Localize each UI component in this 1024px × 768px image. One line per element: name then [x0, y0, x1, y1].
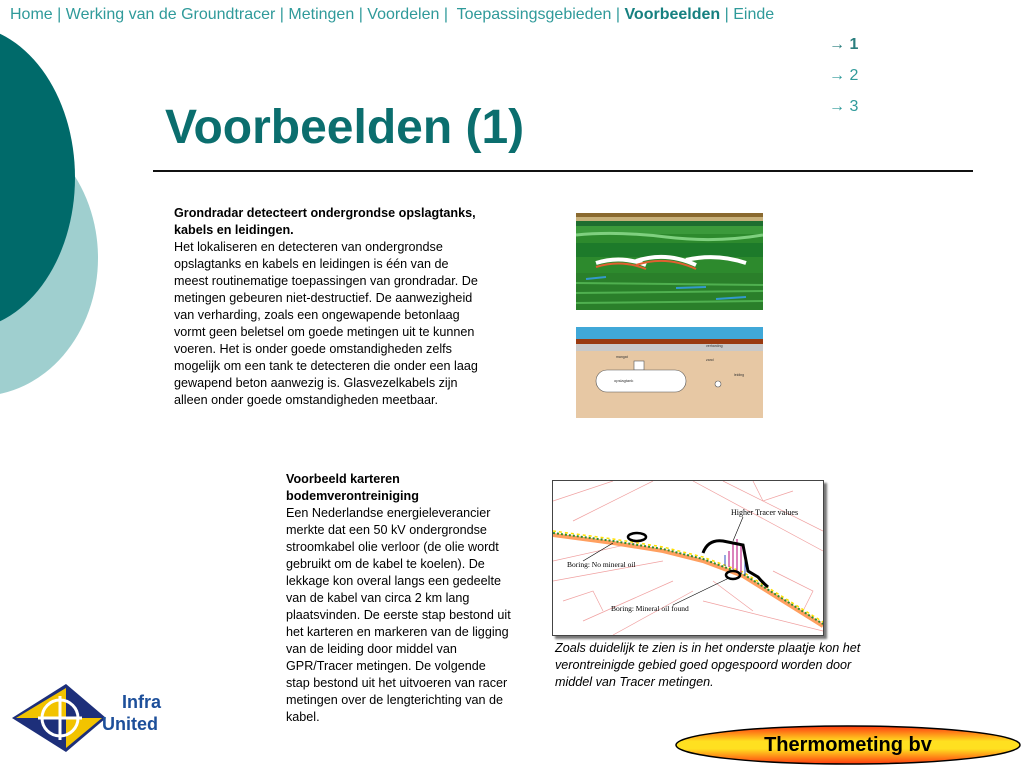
label-verharding: verharding: [706, 344, 723, 348]
thermometing-badge[interactable]: Thermometing bv: [764, 734, 932, 756]
nav-metingen-link[interactable]: Metingen: [288, 6, 355, 23]
logo-line1: Infra: [122, 692, 162, 712]
sub-navigation: [829, 36, 858, 129]
label-no-mineral-oil: Boring: No mineral oil: [567, 560, 636, 569]
logo-line2: United: [102, 714, 158, 734]
nav-einde-link[interactable]: Einde: [733, 6, 775, 23]
subnav-label: 2: [849, 67, 859, 84]
tank-diagram-image: [576, 327, 763, 418]
label-leiding: leiding: [734, 373, 745, 377]
nav-home-link[interactable]: Home: [10, 6, 53, 23]
subnav-label: 1: [849, 36, 859, 53]
section-bodemverontreiniging: [286, 471, 512, 726]
radar-scan-image: [576, 213, 763, 310]
nav-separator: |: [279, 6, 284, 23]
subnav-item-3[interactable]: [829, 98, 858, 129]
section-grondradar: [174, 205, 486, 409]
top-navigation: [10, 6, 774, 24]
label-opslagtank: opslagtank: [614, 378, 634, 383]
arrow-right-icon: →: [829, 67, 845, 84]
nav-separator: |: [443, 6, 448, 23]
arrow-right-icon: →: [829, 36, 845, 53]
nav-werking-link[interactable]: Werking van de Groundtracer: [65, 6, 276, 23]
infra-united-logo: [10, 680, 180, 756]
nav-toepassingsgebieden-link[interactable]: Toepassingsgebieden: [456, 6, 612, 23]
section-heading: Voorbeeld karteren bodemverontreiniging: [286, 472, 419, 503]
subnav-item-1[interactable]: [829, 36, 858, 67]
page-title: Voorbeelden (1): [165, 101, 525, 154]
label-mineral-oil-found: Boring: Mineral oil found: [611, 604, 689, 613]
nav-separator: |: [615, 6, 620, 23]
nav-separator: |: [724, 6, 729, 23]
title-divider: [153, 170, 973, 172]
tracer-caption: Zoals duidelijk te zien is in het onderste plaatje kon het verontreinigde gebied goed opgespoord worden door middel van Tracer metingen.: [555, 641, 861, 689]
tracer-map-image: [552, 480, 824, 636]
section-body: Het lokaliseren en detecteren van ondergrondse opslagtanks en kabels en leidingen is één van de meest routinematige toepassingen van grondradar. De metingen gebeuren niet-destructief. De aanwezigheid van verharding, zoals een ongewapende betonlaag vormt geen beletsel om goede metingen uit te kunnen voeren. Het is onder goede omstandigheden zelfs mogelijk om een tank te detecteren die onder een laag gewapend beton aanwezig is. Glasvezelkabels zijn alleen onder goede omstandigheden meetbaar.: [174, 240, 478, 407]
nav-separator: |: [57, 6, 62, 23]
nav-voorbeelden-link[interactable]: Voorbeelden: [624, 6, 721, 23]
subnav-item-2[interactable]: [829, 67, 858, 98]
nav-voordelen-link[interactable]: Voordelen: [367, 6, 440, 23]
label-zand: zand: [706, 358, 714, 362]
label-higher-tracer: Higher Tracer values: [731, 508, 799, 517]
label-mangat: mangat: [616, 355, 628, 359]
section-body: Een Nederlandse energieleverancier merkte dat een 50 kV ondergrondse stroomkabel olie verloor (de olie wordt gebruikt om de kabel te koelen). De lekkage kon overal langs een gedeelte van de kabel van circa 2 km lang plaatsvinden. De eerste stap bestond uit het karteren en markeren van de ligging van de leiding door middel van GPR/Tracer metingen. De volgende stap bestond uit het uitvoeren van racer metingen over de lengterichting van de kabel.: [286, 506, 511, 724]
arrow-right-icon: →: [829, 98, 845, 115]
subnav-label: 3: [849, 98, 859, 115]
section-heading: Grondradar detecteert ondergrondse opslagtanks, kabels en leidingen.: [174, 206, 476, 237]
nav-separator: |: [358, 6, 363, 23]
